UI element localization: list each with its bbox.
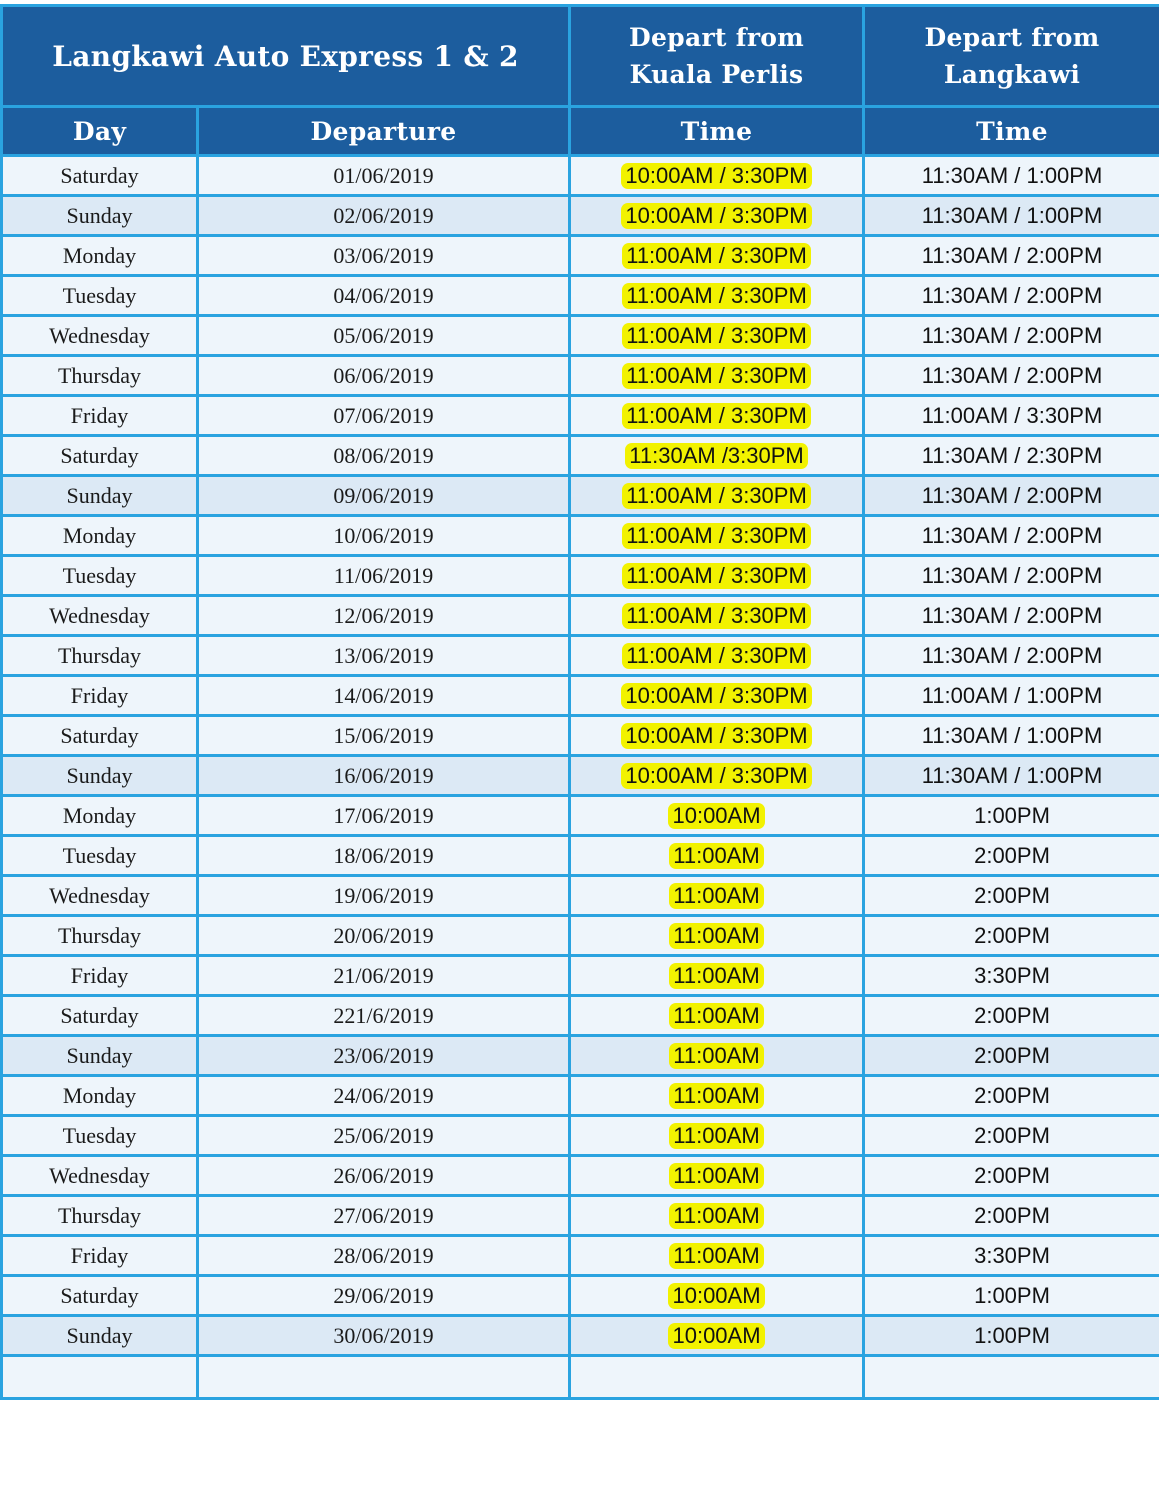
table-row (2, 276, 1159, 316)
highlighted-time: 10:00AM / 3:30PM (621, 763, 811, 789)
header-langkawi-line1: Depart from (924, 23, 1100, 52)
date-cell: 30/06/2019 (198, 1316, 570, 1356)
day-cell: Saturday (2, 156, 198, 196)
date-cell: 23/06/2019 (198, 1036, 570, 1076)
kuala-perlis-time-cell (570, 996, 864, 1036)
highlighted-time: 11:00AM / 3:30PM (622, 643, 811, 669)
kuala-perlis-time-cell (570, 436, 864, 476)
day-cell: Monday (2, 1076, 198, 1116)
kuala-perlis-time-cell (570, 316, 864, 356)
date-cell: 07/06/2019 (198, 396, 570, 436)
langkawi-time-cell: 11:30AM / 1:00PM (864, 716, 1159, 756)
highlighted-time: 11:00AM (669, 1203, 763, 1229)
kuala-perlis-time-cell (570, 876, 864, 916)
table-row (2, 1236, 1159, 1276)
day-cell: Wednesday (2, 316, 198, 356)
table-row (2, 436, 1159, 476)
subheader-row (2, 107, 1159, 156)
table-row (2, 956, 1159, 996)
table-row (2, 356, 1159, 396)
kuala-perlis-time-cell (570, 756, 864, 796)
date-cell: 12/06/2019 (198, 596, 570, 636)
langkawi-time-cell: 2:00PM (864, 1036, 1159, 1076)
langkawi-time-cell: 2:00PM (864, 836, 1159, 876)
table-row (2, 756, 1159, 796)
date-cell: 24/06/2019 (198, 1076, 570, 1116)
column-header-day: Day (2, 107, 198, 156)
table-row (2, 916, 1159, 956)
header-langkawi (864, 6, 1159, 107)
header-row (2, 6, 1159, 107)
column-header-time-langkawi: Time (864, 107, 1159, 156)
date-cell: 19/06/2019 (198, 876, 570, 916)
kuala-perlis-time-cell (570, 396, 864, 436)
highlighted-time: 11:00AM / 3:30PM (622, 563, 811, 589)
day-cell: Saturday (2, 1276, 198, 1316)
kuala-perlis-time-cell (570, 1236, 864, 1276)
day-cell: Sunday (2, 196, 198, 236)
day-cell: Monday (2, 236, 198, 276)
day-cell: Tuesday (2, 276, 198, 316)
kuala-perlis-time-cell (570, 556, 864, 596)
langkawi-time-cell: 11:00AM / 1:00PM (864, 676, 1159, 716)
langkawi-time-cell: 2:00PM (864, 1196, 1159, 1236)
table-row (2, 836, 1159, 876)
kuala-perlis-time-cell (570, 596, 864, 636)
highlighted-time: 11:00AM (669, 1123, 763, 1149)
empty-cell (198, 1356, 570, 1399)
date-cell: 18/06/2019 (198, 836, 570, 876)
langkawi-time-cell: 11:30AM / 1:00PM (864, 756, 1159, 796)
langkawi-time-cell: 11:30AM / 2:00PM (864, 636, 1159, 676)
highlighted-time: 11:00AM (669, 1043, 763, 1069)
table-row (2, 196, 1159, 236)
kuala-perlis-time-cell (570, 1276, 864, 1316)
date-cell: 26/06/2019 (198, 1156, 570, 1196)
highlighted-time: 11:00AM / 3:30PM (622, 243, 811, 269)
highlighted-time: 11:00AM (669, 843, 763, 869)
kuala-perlis-time-cell (570, 276, 864, 316)
table-row (2, 1276, 1159, 1316)
kuala-perlis-time-cell (570, 1196, 864, 1236)
highlighted-time: 11:00AM / 3:30PM (622, 523, 811, 549)
highlighted-time: 11:00AM / 3:30PM (622, 363, 811, 389)
langkawi-time-cell: 11:30AM / 1:00PM (864, 156, 1159, 196)
langkawi-time-cell: 11:30AM / 2:00PM (864, 276, 1159, 316)
empty-cell (2, 1356, 198, 1399)
empty-row (2, 1356, 1159, 1399)
highlighted-time: 10:00AM (668, 1283, 764, 1309)
table-row (2, 636, 1159, 676)
day-cell: Thursday (2, 636, 198, 676)
highlighted-time: 10:00AM (668, 1323, 764, 1349)
kuala-perlis-time-cell (570, 1316, 864, 1356)
day-cell: Tuesday (2, 556, 198, 596)
highlighted-time: 11:00AM (669, 963, 763, 989)
langkawi-time-cell: 11:30AM / 2:00PM (864, 516, 1159, 556)
table-row (2, 1116, 1159, 1156)
table-row (2, 156, 1159, 196)
column-header-departure: Departure (198, 107, 570, 156)
day-cell: Tuesday (2, 1116, 198, 1156)
date-cell: 09/06/2019 (198, 476, 570, 516)
date-cell: 27/06/2019 (198, 1196, 570, 1236)
kuala-perlis-time-cell (570, 196, 864, 236)
highlighted-time: 11:00AM (669, 1163, 763, 1189)
langkawi-time-cell: 3:30PM (864, 1236, 1159, 1276)
langkawi-time-cell: 11:30AM / 2:00PM (864, 356, 1159, 396)
date-cell: 11/06/2019 (198, 556, 570, 596)
day-cell: Thursday (2, 1196, 198, 1236)
kuala-perlis-time-cell (570, 716, 864, 756)
date-cell: 04/06/2019 (198, 276, 570, 316)
date-cell: 16/06/2019 (198, 756, 570, 796)
date-cell: 29/06/2019 (198, 1276, 570, 1316)
day-cell: Monday (2, 796, 198, 836)
table-row (2, 516, 1159, 556)
kuala-perlis-time-cell (570, 1036, 864, 1076)
date-cell: 05/06/2019 (198, 316, 570, 356)
highlighted-time: 11:30AM /3:30PM (625, 443, 807, 469)
date-cell: 28/06/2019 (198, 1236, 570, 1276)
date-cell: 14/06/2019 (198, 676, 570, 716)
schedule-title: Langkawi Auto Express 1 & 2 (2, 6, 570, 107)
highlighted-time: 10:00AM (668, 803, 764, 829)
langkawi-time-cell: 11:00AM / 3:30PM (864, 396, 1159, 436)
header-kuala-perlis-line2: Kuala Perlis (629, 60, 804, 89)
schedule-body (2, 156, 1159, 1399)
date-cell: 08/06/2019 (198, 436, 570, 476)
langkawi-time-cell: 11:30AM / 2:00PM (864, 556, 1159, 596)
langkawi-time-cell: 11:30AM / 2:00PM (864, 596, 1159, 636)
table-row (2, 316, 1159, 356)
langkawi-time-cell: 2:00PM (864, 916, 1159, 956)
kuala-perlis-time-cell (570, 236, 864, 276)
day-cell: Sunday (2, 1036, 198, 1076)
highlighted-time: 10:00AM / 3:30PM (621, 683, 811, 709)
day-cell: Sunday (2, 476, 198, 516)
date-cell: 03/06/2019 (198, 236, 570, 276)
table-row (2, 716, 1159, 756)
day-cell: Saturday (2, 716, 198, 756)
kuala-perlis-time-cell (570, 476, 864, 516)
date-cell: 10/06/2019 (198, 516, 570, 556)
date-cell: 02/06/2019 (198, 196, 570, 236)
highlighted-time: 11:00AM (669, 1243, 763, 1269)
langkawi-time-cell: 1:00PM (864, 796, 1159, 836)
day-cell: Sunday (2, 756, 198, 796)
kuala-perlis-time-cell (570, 676, 864, 716)
kuala-perlis-time-cell (570, 956, 864, 996)
table-row (2, 476, 1159, 516)
date-cell: 13/06/2019 (198, 636, 570, 676)
kuala-perlis-time-cell (570, 356, 864, 396)
highlighted-time: 11:00AM (669, 883, 763, 909)
day-cell: Friday (2, 1236, 198, 1276)
kuala-perlis-time-cell (570, 1156, 864, 1196)
day-cell: Thursday (2, 356, 198, 396)
day-cell: Wednesday (2, 876, 198, 916)
highlighted-time: 10:00AM / 3:30PM (621, 163, 811, 189)
table-row (2, 876, 1159, 916)
day-cell: Friday (2, 396, 198, 436)
kuala-perlis-time-cell (570, 516, 864, 556)
date-cell: 06/06/2019 (198, 356, 570, 396)
kuala-perlis-time-cell (570, 636, 864, 676)
table-row (2, 1076, 1159, 1116)
empty-cell (570, 1356, 864, 1399)
date-cell: 17/06/2019 (198, 796, 570, 836)
table-row (2, 1156, 1159, 1196)
header-langkawi-line2: Langkawi (943, 60, 1081, 89)
langkawi-time-cell: 11:30AM / 2:00PM (864, 316, 1159, 356)
langkawi-time-cell: 3:30PM (864, 956, 1159, 996)
langkawi-time-cell: 2:00PM (864, 1076, 1159, 1116)
table-row (2, 1036, 1159, 1076)
kuala-perlis-time-cell (570, 916, 864, 956)
langkawi-time-cell: 2:00PM (864, 996, 1159, 1036)
date-cell: 01/06/2019 (198, 156, 570, 196)
table-row (2, 996, 1159, 1036)
day-cell: Tuesday (2, 836, 198, 876)
highlighted-time: 11:00AM / 3:30PM (622, 483, 811, 509)
highlighted-time: 10:00AM / 3:30PM (621, 723, 811, 749)
table-row (2, 796, 1159, 836)
day-cell: Sunday (2, 1316, 198, 1356)
langkawi-time-cell: 1:00PM (864, 1316, 1159, 1356)
table-row (2, 396, 1159, 436)
kuala-perlis-time-cell (570, 796, 864, 836)
highlighted-time: 11:00AM (669, 1003, 763, 1029)
date-cell: 221/6/2019 (198, 996, 570, 1036)
table-row (2, 676, 1159, 716)
highlighted-time: 11:00AM / 3:30PM (622, 323, 811, 349)
empty-cell (864, 1356, 1159, 1399)
header-kuala-perlis-line1: Depart from (628, 23, 805, 52)
day-cell: Wednesday (2, 596, 198, 636)
highlighted-time: 11:00AM / 3:30PM (622, 283, 811, 309)
highlighted-time: 11:00AM / 3:30PM (622, 603, 811, 629)
langkawi-time-cell: 11:30AM / 2:00PM (864, 476, 1159, 516)
langkawi-time-cell: 1:00PM (864, 1276, 1159, 1316)
table-row (2, 556, 1159, 596)
table-row (2, 236, 1159, 276)
langkawi-time-cell: 11:30AM / 1:00PM (864, 196, 1159, 236)
day-cell: Monday (2, 516, 198, 556)
highlighted-time: 10:00AM / 3:30PM (621, 203, 811, 229)
langkawi-time-cell: 11:30AM / 2:30PM (864, 436, 1159, 476)
day-cell: Saturday (2, 436, 198, 476)
date-cell: 20/06/2019 (198, 916, 570, 956)
ferry-schedule-table (0, 4, 1159, 1400)
day-cell: Wednesday (2, 1156, 198, 1196)
langkawi-time-cell: 2:00PM (864, 1156, 1159, 1196)
day-cell: Saturday (2, 996, 198, 1036)
day-cell: Thursday (2, 916, 198, 956)
langkawi-time-cell: 11:30AM / 2:00PM (864, 236, 1159, 276)
langkawi-time-cell: 2:00PM (864, 876, 1159, 916)
kuala-perlis-time-cell (570, 836, 864, 876)
kuala-perlis-time-cell (570, 156, 864, 196)
date-cell: 25/06/2019 (198, 1116, 570, 1156)
day-cell: Friday (2, 956, 198, 996)
highlighted-time: 11:00AM (669, 923, 763, 949)
kuala-perlis-time-cell (570, 1076, 864, 1116)
table-row (2, 1316, 1159, 1356)
header-kuala-perlis (570, 6, 864, 107)
table-row (2, 596, 1159, 636)
highlighted-time: 11:00AM / 3:30PM (622, 403, 811, 429)
kuala-perlis-time-cell (570, 1116, 864, 1156)
day-cell: Friday (2, 676, 198, 716)
langkawi-time-cell: 2:00PM (864, 1116, 1159, 1156)
table-row (2, 1196, 1159, 1236)
column-header-time-kuala-perlis: Time (570, 107, 864, 156)
highlighted-time: 11:00AM (669, 1083, 763, 1109)
date-cell: 21/06/2019 (198, 956, 570, 996)
date-cell: 15/06/2019 (198, 716, 570, 756)
